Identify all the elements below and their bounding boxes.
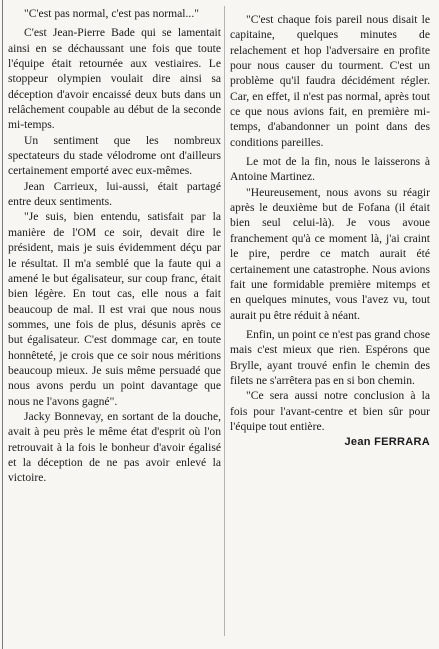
scan-edge-rule	[2, 0, 3, 649]
left-column	[8, 6, 221, 486]
paragraph: Jacky Bonnevay, en sortant de la douche, avait à peu près le même état d'esprit où l'on retrouvait à la fois le bonheur d'avoir égalisé et la déception de ne pas avoir enlevé la victoire.	[8, 409, 221, 485]
right-column	[230, 12, 430, 451]
paragraph: Enfin, un point ce n'est pas grand chose mais c'est mieux que rien. Espérons que Brylle, ayant trouvé enfin le chemin des filets ne s'arrêtera pas en si bon chemin.	[230, 327, 430, 387]
paragraph: "Je suis, bien entendu, satisfait par la manière de l'OM ce soir, devait dire le président, mais je suis évidemment déçu par le résultat. Il m'a semblé que la faute qui a amené le but égalisateur, sur coup franc, était bien légère. En tout cas, elle nous a fait beaucoup de mal. Il est vrai que nous nous sommes, une fois de plus, désunis après ce but égalisateur. C'est dommage car, en toute honnêteté, je crois que ce soir nous méritions beaucoup mieux. Je suis même persuadé que nous avons perdu un point davantage que nous ne l'avons gagné".	[8, 210, 221, 408]
paragraph: C'est Jean-Pierre Bade qui se lamentait ainsi en se déchaussant une fois que toute l'équipe était retournée aux vestiaires. Le stoppeur olympien voulait dire ainsi sa déception d'avoir encaissé deux buts dans un relâchement coupable au début de la seconde mi-temps.	[8, 26, 221, 132]
paragraph: "C'est chaque fois pareil nous disait le capitaine, quelques minutes de relachement et hop l'adversaire en profite pour nous causer du tourment. C'est un problème qu'il faudra décidément régler. Car, en effet, il n'est pas normal, après tout ce que nous avions fait, en première mi-temps, d'abandonner un point dans des conditions pareilles.	[230, 13, 430, 149]
paragraph: "Ce sera aussi notre conclusion à la fois pour l'avant-centre et bien sûr pour l'équipe tout entière.	[230, 389, 430, 433]
paragraph: Le mot de la fin, nous le laisserons à Antoine Martinez.	[230, 155, 430, 184]
paragraph: "Heureusement, nous avons su réagir après le deuxième but de Fofana (il était bien seul celui-là). Je vous avoue franchement qu'à ce moment là, j'ai craint le pire, perdre ce match aurait été certainement une catastrophe. Nous avions fait une formidable première mitemps et en quelques minutes, vous l'avez vu, tout aurait pu être réduit à néant.	[230, 185, 430, 322]
paragraph: Un sentiment que les nombreux spectateurs du stade vélodrome ont d'ailleurs certainement emporté avec eux-mêmes.	[8, 133, 221, 178]
column-divider	[224, 6, 225, 636]
author-signature: Jean FERRARA	[344, 436, 430, 449]
paragraph: Jean Carrieux, lui-aussi, était partagé entre deux sentiments.	[8, 179, 221, 209]
paragraph: "C'est pas normal, c'est pas normal..."	[24, 7, 199, 20]
